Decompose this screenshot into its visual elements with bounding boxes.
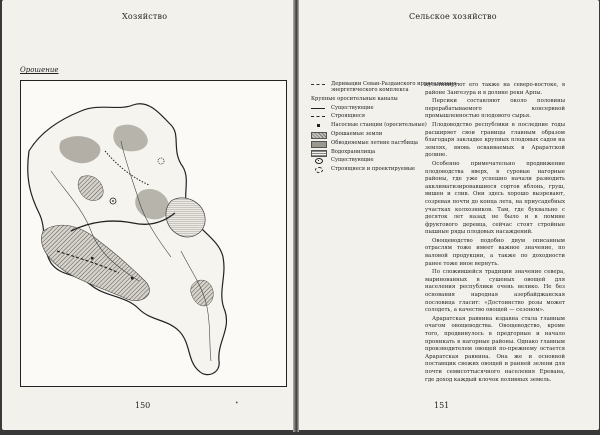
station-square-icon xyxy=(317,124,320,127)
running-head-left: Хозяйство xyxy=(122,12,168,21)
ornament-dot: • xyxy=(235,400,239,407)
legend-label: Строящиеся и проектируемые xyxy=(331,166,416,173)
legend-label: Существующие xyxy=(331,104,374,111)
legend-label: Насосные станции (оросительные) xyxy=(331,122,427,129)
right-page xyxy=(299,0,599,430)
left-page xyxy=(2,0,293,430)
striped-area-icon xyxy=(311,150,327,157)
legend-heading: Крупные оросительные каналы xyxy=(311,96,398,103)
shaded-area-icon xyxy=(311,141,327,148)
paragraph: культивируют его также на северо-востоке, в районе Зангезура и в долине реки Арпы. xyxy=(425,82,565,96)
dashed-line-icon xyxy=(311,116,325,117)
legend-label: Деривации Севан-Разданского ирригационно-энергетического комплекса xyxy=(331,81,459,94)
page-number-right: 151 xyxy=(434,401,450,410)
paragraph: По сложившейся традиции значение севера, маринованных в сушеных овощей для населения республики очень велико. Не без основания народная азербайджанская пословица гласит: «Достоинство розы может солодеть, а качество овощей — сезоном». xyxy=(425,269,565,314)
legend-label: Обводняемые летние пастбища xyxy=(331,139,418,146)
body-text-column xyxy=(425,82,565,385)
solid-line-icon xyxy=(311,108,325,109)
paragraph: Овощеводство подобно двум описанным отраслям тоже имеет важное значение, по валовой продукции, а также по доходности ранее тоже иное вернуть. xyxy=(425,237,565,267)
paragraph: Араратская равнина издавна стала главным очагом овощеводства. Овощеводство, кроме того, продвинулось в предгорные и начало проникать в нагорные районы. Однако главным производителем овощей по-прежнему остается Араратская равнина. Она же и основной поставщик свежих овощей и ранней зелени для почти семисоттысячного населения Еревана, где доход каждый клочок поливных земель. xyxy=(425,315,565,383)
legend-label: Строящиеся xyxy=(331,113,366,120)
reservoir-circle-icon xyxy=(315,158,323,164)
legend-label: Существующие xyxy=(331,157,374,164)
map-illustration xyxy=(21,81,286,386)
hatched-area-icon xyxy=(311,132,327,139)
paragraph: Особенно примечательно продвижение плодоводства вверх, в суровые нагорные районы, где уже успешно начали разводить акклиматизировавшиеся сортов яблонь, груш, вишен и слив. Они здесь хорошо вызревают, созревая почти до конца лета, на приусадебных участках колхозников. Там, где буквально с десяток лет назад не было и в помине фруктового деревца, сейчас стоят стройные пышные ряды плодовых насаждений. xyxy=(425,160,565,236)
paragraph: Персики составляют около половины перерабатываемого консервной промышленностью плодового сырья. xyxy=(425,98,565,120)
paragraph: Плодоводство республики в последние годы расширяет свои границы главным образом благодаря закладке крупных плодовых садов на землях, вновь осваиваемых в Араратской долине. xyxy=(425,121,565,159)
irrigation-map xyxy=(20,80,287,387)
dashed-circle-icon xyxy=(315,167,323,173)
page-number-left: 150 xyxy=(135,401,151,410)
legend-label: Орошаемые земли xyxy=(331,131,383,137)
section-label: Орошение xyxy=(20,66,59,74)
running-head-right: Сельское хозяйство xyxy=(409,12,497,21)
reservoir-dot-icon xyxy=(318,160,320,162)
derivation-line-icon xyxy=(311,84,325,85)
legend-label: Водохранилища xyxy=(331,148,376,155)
